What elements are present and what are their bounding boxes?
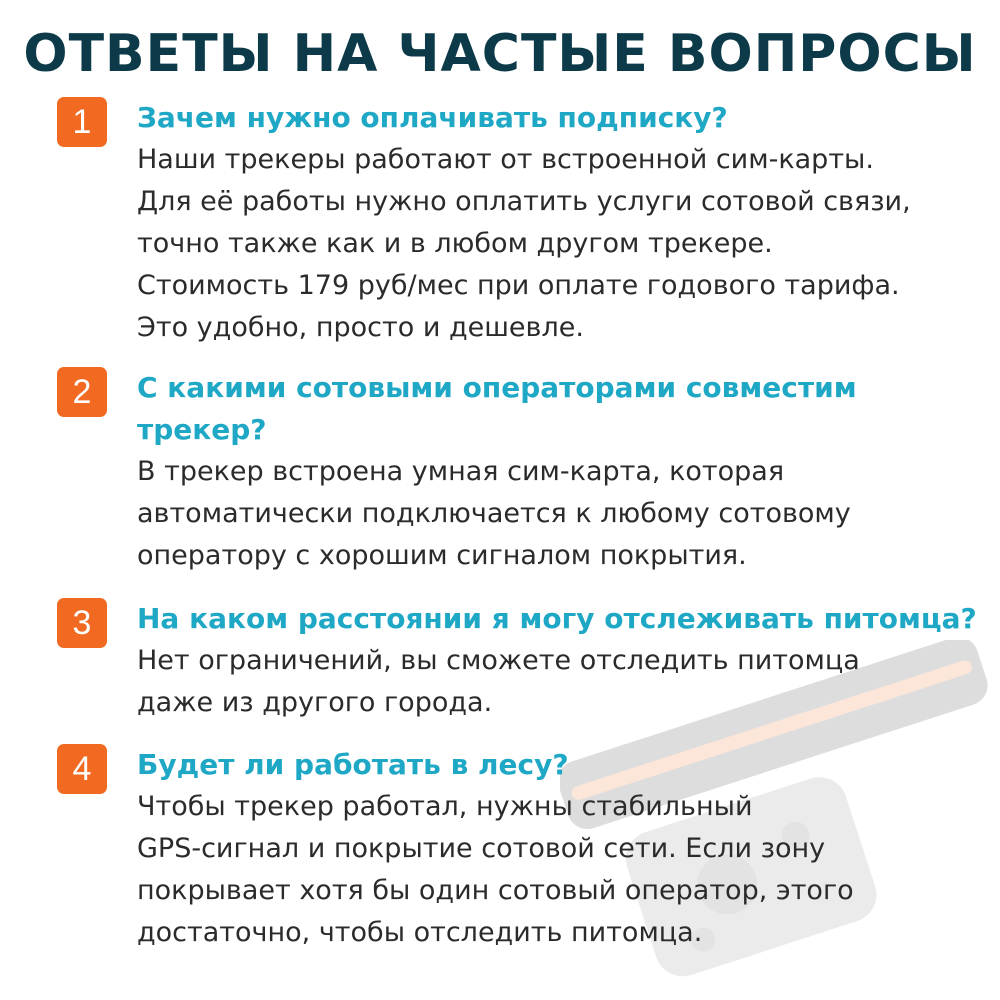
faq-question — [137, 598, 982, 640]
question-line: На каком расстоянии я могу отслеживать питомца? — [137, 602, 977, 635]
question-line: Будет ли работать в лесу? — [137, 748, 569, 781]
faq-content — [137, 598, 982, 724]
answer-line: достаточно, чтобы отследить питомца. — [137, 917, 703, 948]
answer-line: оператору с хорошим сигналом покрытия. — [137, 540, 747, 571]
answer-line: точно также как и в любом другом трекере. — [137, 228, 773, 259]
faq-content — [137, 97, 982, 349]
faq-answer — [137, 451, 982, 577]
faq-question — [137, 367, 982, 451]
faq-content — [137, 744, 982, 954]
faq-answer — [137, 640, 982, 724]
question-line: Зачем нужно оплачивать подписку? — [137, 101, 728, 134]
answer-line: Стоимость 179 руб/мес при оплате годового тарифа. — [137, 270, 900, 301]
answer-line: В трекер встроена умная сим-карта, которая — [137, 456, 785, 487]
question-line: трекер? — [137, 413, 267, 446]
answer-line: Для её работы нужно оплатить услуги сотовой связи, — [137, 186, 911, 217]
faq-question — [137, 744, 982, 786]
faq-number-badge: 2 — [57, 367, 107, 417]
answer-line: Это удобно, просто и дешевле. — [137, 312, 584, 343]
answer-line: Наши трекеры работают от встроенной сим-карты. — [137, 144, 874, 175]
faq-number-badge: 4 — [57, 744, 107, 794]
answer-line: покрывает хотя бы один сотовый оператор, этого — [137, 875, 854, 906]
answer-line: автоматически подключается к любому сотовому — [137, 498, 851, 529]
faq-answer — [137, 786, 982, 954]
answer-line: Чтобы трекер работал, нужны стабильный — [137, 791, 753, 822]
answer-line: GPS-сигнал и покрытие сотовой сети. Если зону — [137, 833, 826, 864]
faq-question — [137, 97, 982, 139]
faq-answer — [137, 139, 982, 349]
answer-line: даже из другого города. — [137, 687, 493, 718]
answer-line: Нет ограничений, вы сможете отследить питомца — [137, 645, 860, 676]
faq-number-badge: 3 — [57, 598, 107, 648]
question-line: С какими сотовыми операторами совместим — [137, 371, 857, 404]
faq-content — [137, 367, 982, 577]
faq-number-badge: 1 — [57, 97, 107, 147]
page-title: ОТВЕТЫ НА ЧАСТЫЕ ВОПРОСЫ — [23, 24, 977, 84]
